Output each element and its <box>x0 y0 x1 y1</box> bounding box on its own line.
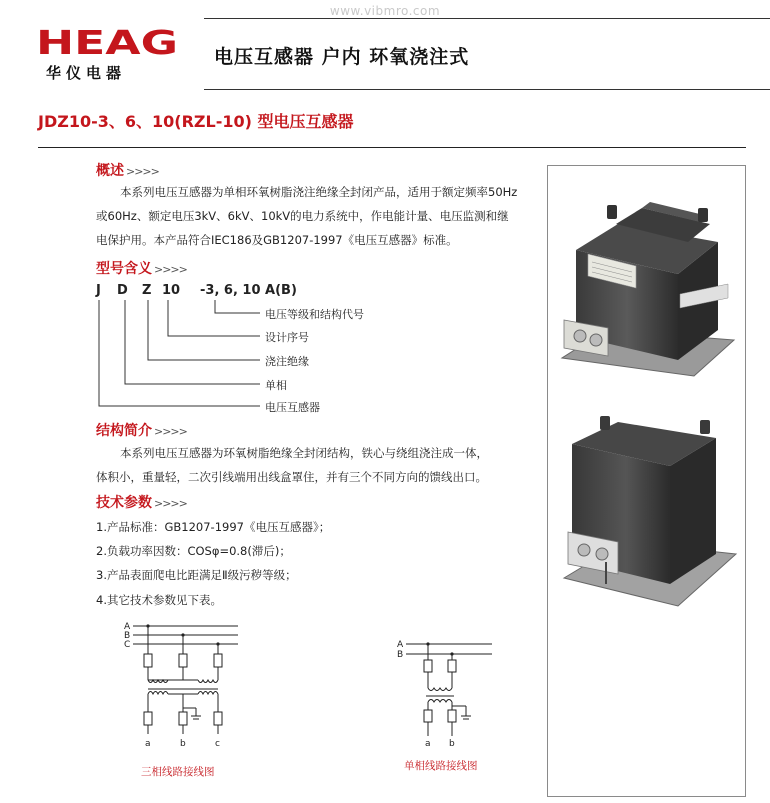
legend-voltage-class: 电压等级和结构代号 <box>265 308 364 321</box>
input-label-a: A <box>397 640 404 650</box>
code-letter-j: J <box>96 283 101 298</box>
legend-single-phase: 单相 <box>265 379 287 392</box>
legend-voltage-transformer: 电压互感器 <box>265 401 320 414</box>
tech-param: 2.负载功率因数：COSφ=0.8(滞后)； <box>96 544 291 558</box>
legend-design-number: 设计序号 <box>265 331 309 344</box>
three-phase-diagram <box>118 618 248 750</box>
section-tech-title <box>96 492 187 512</box>
input-label-a: A <box>124 622 131 632</box>
structure-line: 本系列电压互感器为环氧树脂绝缘全封闭结构，铁心与绕组浇注成一体， <box>120 446 488 460</box>
model-rule <box>38 147 746 148</box>
code-suffix: -3, 6, 10 A(B) <box>200 283 297 298</box>
single-phase-diagram <box>392 636 497 751</box>
model-code-leader-lines <box>90 298 290 410</box>
product-photo-top <box>558 190 738 390</box>
model-title: JDZ10-3、6、10(RZL-10) 型电压互感器 <box>38 112 354 131</box>
logo-graphic <box>36 26 180 58</box>
overview-text <box>96 180 536 252</box>
input-label-c: C <box>124 640 131 650</box>
arrows-icon: >>>> <box>154 425 187 438</box>
header-rule-bottom <box>204 89 770 90</box>
section-overview-title <box>96 160 159 180</box>
arrows-icon: >>>> <box>154 263 187 276</box>
arrows-icon: >>>> <box>154 497 187 510</box>
input-label-b: B <box>397 650 404 660</box>
legend-cast-insulation: 浇注绝缘 <box>265 355 309 368</box>
section-model-meaning-label: 型号含义 <box>96 261 152 277</box>
tech-param: 4.其它技术参数见下表。 <box>96 593 222 607</box>
input-label-b: B <box>124 631 131 641</box>
header-title: 电压互感器 户内 环氧浇注式 <box>214 46 470 68</box>
tech-param: 1.产品标准：GB1207-1997《电压互感器》； <box>96 520 331 534</box>
section-model-meaning-title <box>96 258 187 278</box>
section-structure-label: 结构简介 <box>96 423 152 439</box>
overview-line: 本系列电压互感器为单相环氧树脂浇注绝缘全封闭产品，适用于额定频率50Hz <box>120 185 518 199</box>
output-label-a: a <box>425 739 431 749</box>
overview-line: 或60Hz、额定电压3kV、6kV、10kV的电力系统中，作电能计量、电压监测和继 <box>96 209 509 223</box>
watermark: www.vibmro.com <box>329 4 441 18</box>
structure-text <box>96 441 536 489</box>
three-phase-caption: 三相线路接线图 <box>141 766 215 778</box>
logo-text: HEAG <box>36 26 178 58</box>
section-tech-label: 技术参数 <box>96 495 152 511</box>
header-rule-top <box>204 18 770 19</box>
overview-line: 电保护用。本产品符合IEC186及GB1207-1997《电压互感器》标准。 <box>96 233 458 247</box>
product-photo-bottom <box>560 414 740 614</box>
code-number: 10 <box>162 283 181 298</box>
tech-param: 3.产品表面爬电比距满足Ⅱ级污秽等级； <box>96 568 297 582</box>
output-label-a: a <box>145 739 151 749</box>
brand-logo <box>36 26 180 58</box>
arrows-icon: >>>> <box>126 165 159 178</box>
output-label-b: b <box>449 739 455 749</box>
code-letter-d: D <box>117 283 128 298</box>
single-phase-caption: 单相线路接线图 <box>404 760 478 772</box>
section-structure-title <box>96 420 187 440</box>
logo-subtitle: 华仪电器 <box>46 64 127 82</box>
section-overview-label: 概述 <box>96 163 124 179</box>
output-label-b: b <box>180 739 186 749</box>
structure-line: 体积小，重量轻，二次引线端用出线盒罩住，并有三个不同方向的馈线出口。 <box>96 470 487 484</box>
code-letter-z: Z <box>142 283 152 298</box>
output-label-c: c <box>215 739 220 749</box>
